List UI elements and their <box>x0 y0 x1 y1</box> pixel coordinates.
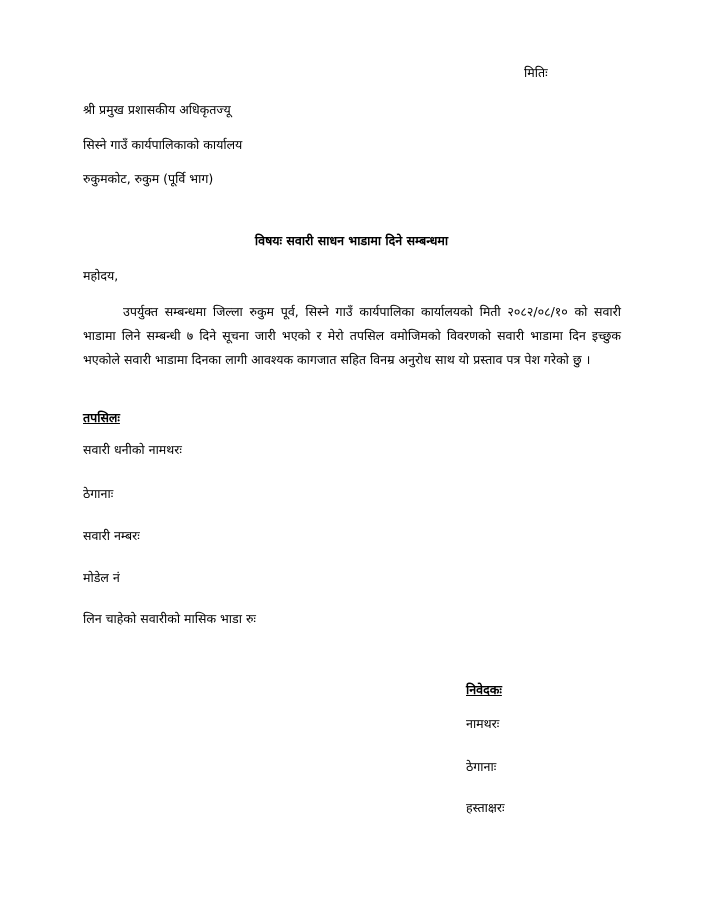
recipient-location: रुकुमकोट, रुकुम (पूर्वि भाग) <box>83 171 214 186</box>
date-label: मितिः <box>524 65 548 80</box>
applicant-signature: हस्ताक्षरः <box>466 800 505 815</box>
applicant-address: ठेगानाः <box>466 759 497 774</box>
details-heading: तपसिलः <box>83 410 120 425</box>
recipient-title: श्री प्रमुख प्रशासकीय अधिकृतज्यू <box>83 102 231 117</box>
applicant-heading: निवेदकः <box>466 682 502 697</box>
salutation: महोदय, <box>83 268 119 283</box>
applicant-name: नामथरः <box>466 716 500 731</box>
letter-body: उपर्युक्त सम्बन्धमा जिल्ला रुकुम पूर्व, सिस्ने गाउँ कार्यपालिका कार्यालयको मिती २०८२/०८/१० को सवारी भाडामा लिने सम्बन्धी ७ दिने सूचना जारी भएको र मेरो तपसिल वमोजिमको विवरणको सवारी भाडामा दिन इच्छुक भएकोले सवारी भाडामा दिनका लागी आवश्यक कागजात सहित विनम्र अनुरोध साथ यो प्रस्ताव पत्र पेश गरेको छु । <box>83 304 621 367</box>
field-owner-name: सवारी धनीको नामथरः <box>83 442 182 457</box>
recipient-office: सिस्ने गाउँ कार्यपालिकाको कार्यालय <box>83 137 243 152</box>
field-monthly-rent: लिन चाहेको सवारीको मासिक भाडा रुः <box>83 611 256 626</box>
field-vehicle-number: सवारी नम्बरः <box>83 528 140 543</box>
letter-subject: विषयः सवारी साधन भाडामा दिने सम्बन्धमा <box>254 233 449 248</box>
field-model-number: मोडेल नं <box>83 570 120 585</box>
field-address: ठेगानाः <box>83 486 114 501</box>
